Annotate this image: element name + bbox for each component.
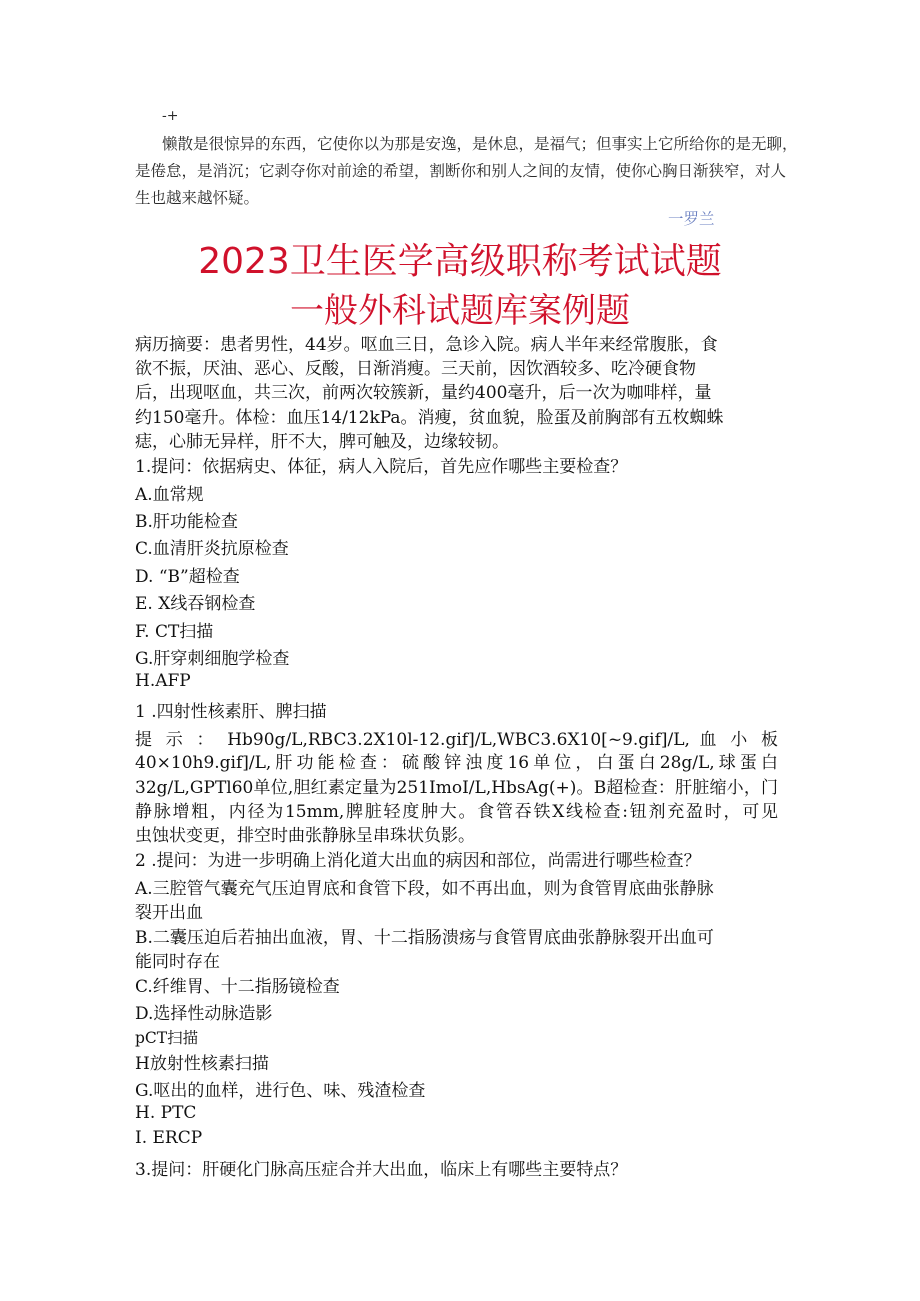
hint-line-5: 虫蚀状变更，排空时曲张静脉呈串珠状负影。 <box>135 826 475 846</box>
q1-option-g: G.肝穿刺细胞学检查 <box>135 649 290 669</box>
q2-option-b-line-1: B.二囊压迫后若抽出血液，胃、十二指肠溃疡与食管胃底曲张静脉裂开出血可 <box>135 928 714 948</box>
hint-line-4: 静脉增粗，内径为15mm,脾脏轻度肿大。食管吞铁X线检查:钮剂充盈时，可见 <box>135 802 778 822</box>
q2-option-e: pCT扫描 <box>135 1029 199 1047</box>
history-line-3: 后，出现呕血，共三次，前两次较簇新，量约400毫升，后一次为咖啡样，量 <box>135 383 712 403</box>
q1-option-e: E. X线吞钢检查 <box>135 594 256 614</box>
quote-marker: -+ <box>162 108 179 124</box>
history-line-1: 病历摘要：患者男性，44岁。呕血三日，急诊入院。病人半年来经常腹胀，食 <box>135 335 718 355</box>
q2-option-a-line-2: 裂开出血 <box>135 903 203 923</box>
q2-option-d: D.选择性动脉造影 <box>135 1004 273 1024</box>
history-line-2: 欲不振，厌油、恶心、反酸，日渐消瘦。三天前，因饮酒较多、吃冷硬食物 <box>135 359 696 379</box>
q2-option-i: I. ERCP <box>135 1128 203 1148</box>
q1-option-h: H.AFP <box>135 671 191 691</box>
q2-option-h: H. PTC <box>135 1103 197 1123</box>
quote-line-1: 懒散是很惊异的东西，它使你以为那是安逸，是休息，是福气；但事实上它所给你的是无聊， <box>162 135 798 153</box>
q1-option-c: C.血清肝炎抗原检查 <box>135 539 289 559</box>
q1-option-b: B.肝功能检查 <box>135 512 238 532</box>
q1-option-i: 1 .四射性核素肝、脾扫描 <box>135 702 327 722</box>
q1-option-a: A.血常规 <box>135 485 204 505</box>
q2-option-c: C.纤维胃、十二指肠镜检查 <box>135 977 340 997</box>
history-line-4: 约150毫升。体检：血压14/12kPa。消瘦，贫血貌，脸蛋及前胸部有五枚蜘蛛 <box>135 408 724 428</box>
hint-line-2: 40×10h9.gif]/L,肝功能检查：硫酸锌浊度16单位，白蛋白28g/L,球蛋白 <box>135 753 778 773</box>
question-2: 2 .提问：为进一步明确上消化道大出血的病因和部位，尚需进行哪些检查？ <box>135 851 701 871</box>
question-1: 1.提问：依据病史、体征，病人入院后，首先应作哪些主要检查？ <box>135 457 628 477</box>
history-line-5: 痣，心肺无异样，肝不大，脾可触及，边缘较韧。 <box>135 432 509 452</box>
hint-line-3: 32g/L,GPTl60单位,胆红素定量为251ImoI/L,HbsAg(+)。B超检查：肝脏缩小，门 <box>135 778 778 798</box>
quote-line-2: 是倦怠，是消沉；它剥夺你对前途的希望，割断你和别人之间的友情，使你心胸日渐狭窄，对人 <box>135 162 787 180</box>
page-subtitle: 一般外科试题库案例题 <box>290 291 630 331</box>
page-title: 2023卫生医学高级职称考试试题 <box>198 241 722 282</box>
q2-option-b-line-2: 能同时存在 <box>135 952 220 972</box>
q2-option-f: H放射性核素扫描 <box>135 1054 269 1074</box>
q2-option-g: G.呕出的血样，进行色、味、残渣检查 <box>135 1081 426 1101</box>
question-3: 3.提问：肝硬化门脉高压症合并大出血，临床上有哪些主要特点？ <box>135 1160 628 1180</box>
quote-attribution: 一罗兰 <box>668 210 715 228</box>
q2-option-a-line-1: A.三腔管气囊充气压迫胃底和食管下段，如不再出血，则为食管胃底曲张静脉 <box>135 879 714 899</box>
quote-line-3: 生也越来越怀疑。 <box>135 189 260 207</box>
q1-option-d: D. “B”超检查 <box>135 567 240 587</box>
q1-option-f: F. CT扫描 <box>135 622 214 642</box>
hint-line-1: 提 示 ： Hb90g/L,RBC3.2X10l-12.gif]/L,WBC3.6X10[~9.gif]/L, 血 小 板 <box>135 730 778 750</box>
